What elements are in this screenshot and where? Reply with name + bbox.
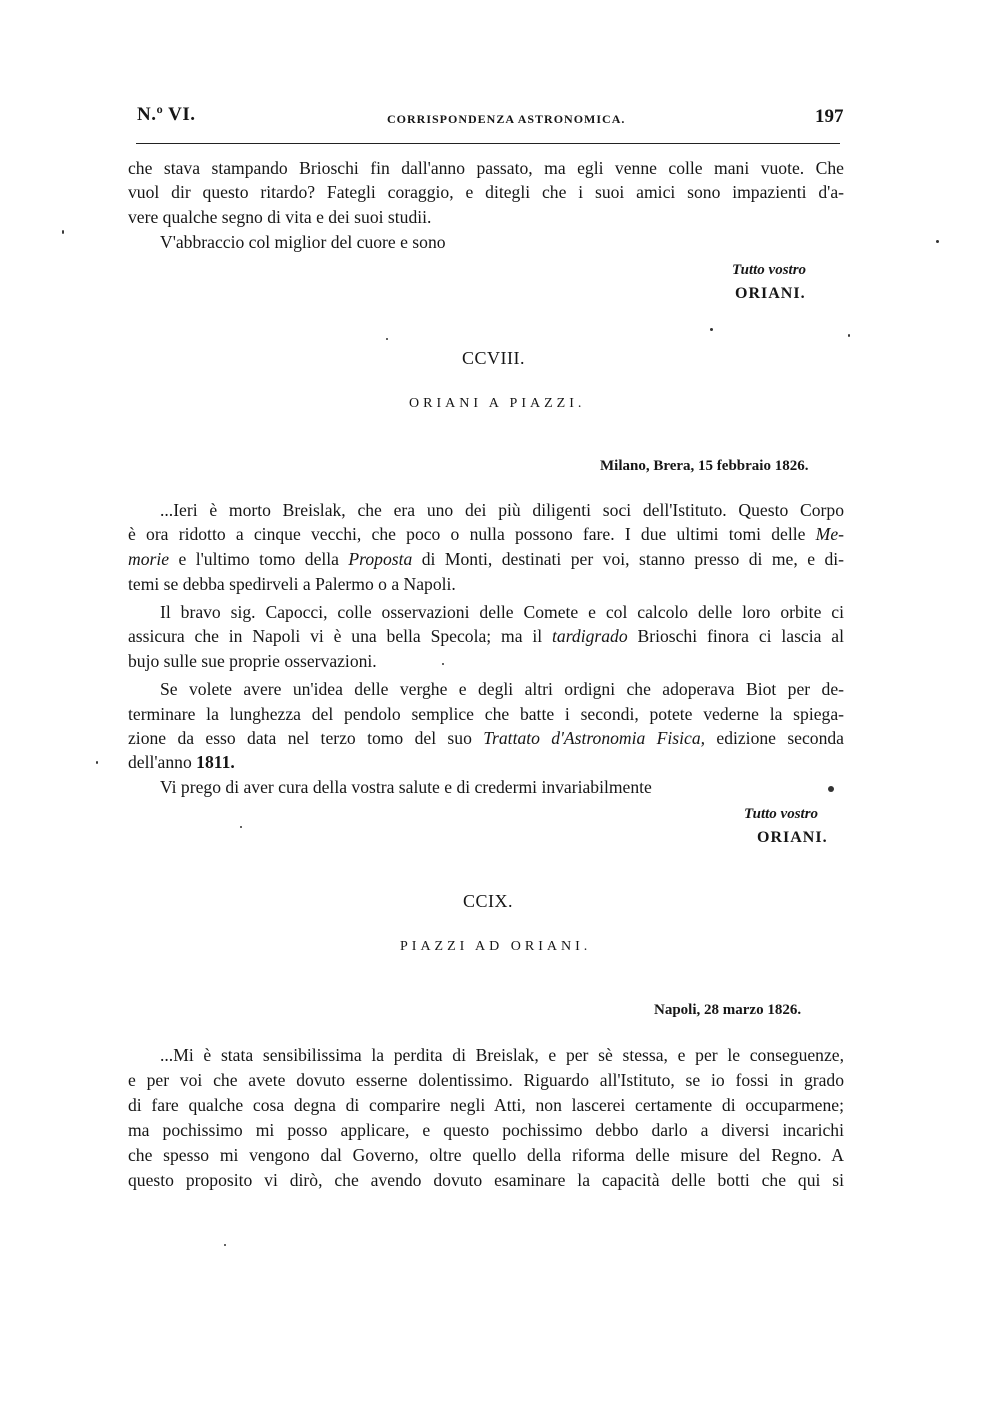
ccviii-closing: Vi prego di aver cura della vostra salute e di credermi invariabilmente	[160, 777, 652, 797]
ccviii-signature-name: ORIANI.	[757, 829, 828, 846]
ink-speck	[386, 338, 388, 340]
header-number: N.º VI.	[137, 104, 196, 125]
ccviii-p2-line-3: bujo sulle sue proprie osservazioni.	[128, 651, 377, 671]
ccviii-p3-line-3: zione da esso data nel terzo tomo del suo Trattato d'Astronomia Fisica, edizione seconda	[128, 728, 844, 748]
ink-speck	[442, 663, 444, 665]
prev-line-1: che stava stampando Brioschi fin dall'anno passato, ma egli venne colle mani vuote. Che	[128, 158, 844, 178]
letter-number-ccix: CCIX.	[463, 891, 514, 911]
ccix-line-4: ma pochissimo mi posso applicare, e questo pochissimo debbo darlo a diversi incarichi	[128, 1120, 844, 1140]
ccviii-p3-line-4: dell'anno 1811.	[128, 752, 235, 772]
prev-line-3: vere qualche segno di vita e dei suoi studii.	[128, 207, 432, 227]
ccviii-p3-line-2: terminare la lunghezza del pendolo semplice che batte i secondi, potete vederne la spiega-	[128, 704, 844, 724]
ccix-line-1: ...Mi è stata sensibilissima la perdita di Breislak, e per sè stessa, e per le conseguenze,	[160, 1045, 844, 1065]
ink-speck	[828, 786, 834, 792]
ink-speck	[936, 240, 939, 243]
ink-speck	[96, 761, 98, 764]
prev-line-2: vuol dir questo ritardo? Fategli coraggio, e ditegli che i suoi amici sono impazienti d'a-	[128, 182, 844, 202]
letter-heading-ccviii: ORIANI A PIAZZI.	[409, 396, 586, 411]
ink-speck	[224, 1244, 226, 1246]
header-rule	[136, 143, 840, 144]
prev-closing: V'abbraccio col miglior del cuore e sono	[160, 232, 446, 252]
ccix-line-6: questo proposito vi dirò, che avendo dovuto esaminare la capacità delle botti che qui si	[128, 1170, 844, 1190]
place-date-ccix: Napoli, 28 marzo 1826.	[654, 1002, 802, 1018]
page-number: 197	[815, 106, 844, 127]
ccviii-signature-line-1: Tutto vostro	[744, 806, 819, 822]
ccviii-p3-line-1: Se volete avere un'idea delle verghe e degli altri ordigni che adoperava Biot per de-	[160, 679, 844, 699]
ccviii-p2-line-1: Il bravo sig. Capocci, colle osservazioni delle Comete e col calcolo delle loro orbite ci	[160, 602, 844, 622]
prev-signature-line-1: Tutto vostro	[732, 262, 807, 278]
ink-speck	[62, 230, 64, 234]
ccviii-p1-line-3: morie e l'ultimo tomo della Proposta di Monti, destinati per voi, stanno presso di me, e di-	[128, 549, 844, 569]
ink-speck	[710, 328, 713, 331]
letter-heading-ccix: PIAZZI AD ORIANI.	[400, 939, 592, 954]
ccix-line-2: e per voi che avete dovuto esserne dolentissimo. Riguardo all'Istituto, se io fossi in grado	[128, 1070, 844, 1090]
ccviii-p2-line-2: assicura che in Napoli vi è una bella Specola; ma il tardigrado Brioschi finora ci lascia al	[128, 626, 844, 646]
ccviii-p1-line-1: ...Ieri è morto Breislak, che era uno dei più diligenti soci dell'Istituto. Questo Corpo	[160, 500, 844, 520]
ccviii-p1-line-2: è ora ridotto a cinque vecchi, che poco o nulla possono fare. I due ultimi tomi delle Me-	[128, 524, 844, 544]
ink-speck	[240, 826, 242, 828]
letter-number-ccviii: CCVIII.	[462, 348, 525, 368]
place-date-ccviii: Milano, Brera, 15 febbraio 1826.	[600, 458, 809, 474]
ccix-line-5: che spesso mi vengono dal Governo, oltre quello della riforma delle misure del Regno. A	[128, 1145, 844, 1165]
ccviii-p1-line-4: temi se debba spedirveli a Palermo o a Napoli.	[128, 574, 456, 594]
prev-signature-name: ORIANI.	[735, 285, 806, 302]
ccix-line-3: di fare qualche cosa degna di comparire negli Atti, non lascerei certamente di occuparmene;	[128, 1095, 844, 1115]
running-title: CORRISPONDENZA ASTRONOMICA.	[387, 112, 626, 126]
ink-speck	[848, 334, 850, 337]
